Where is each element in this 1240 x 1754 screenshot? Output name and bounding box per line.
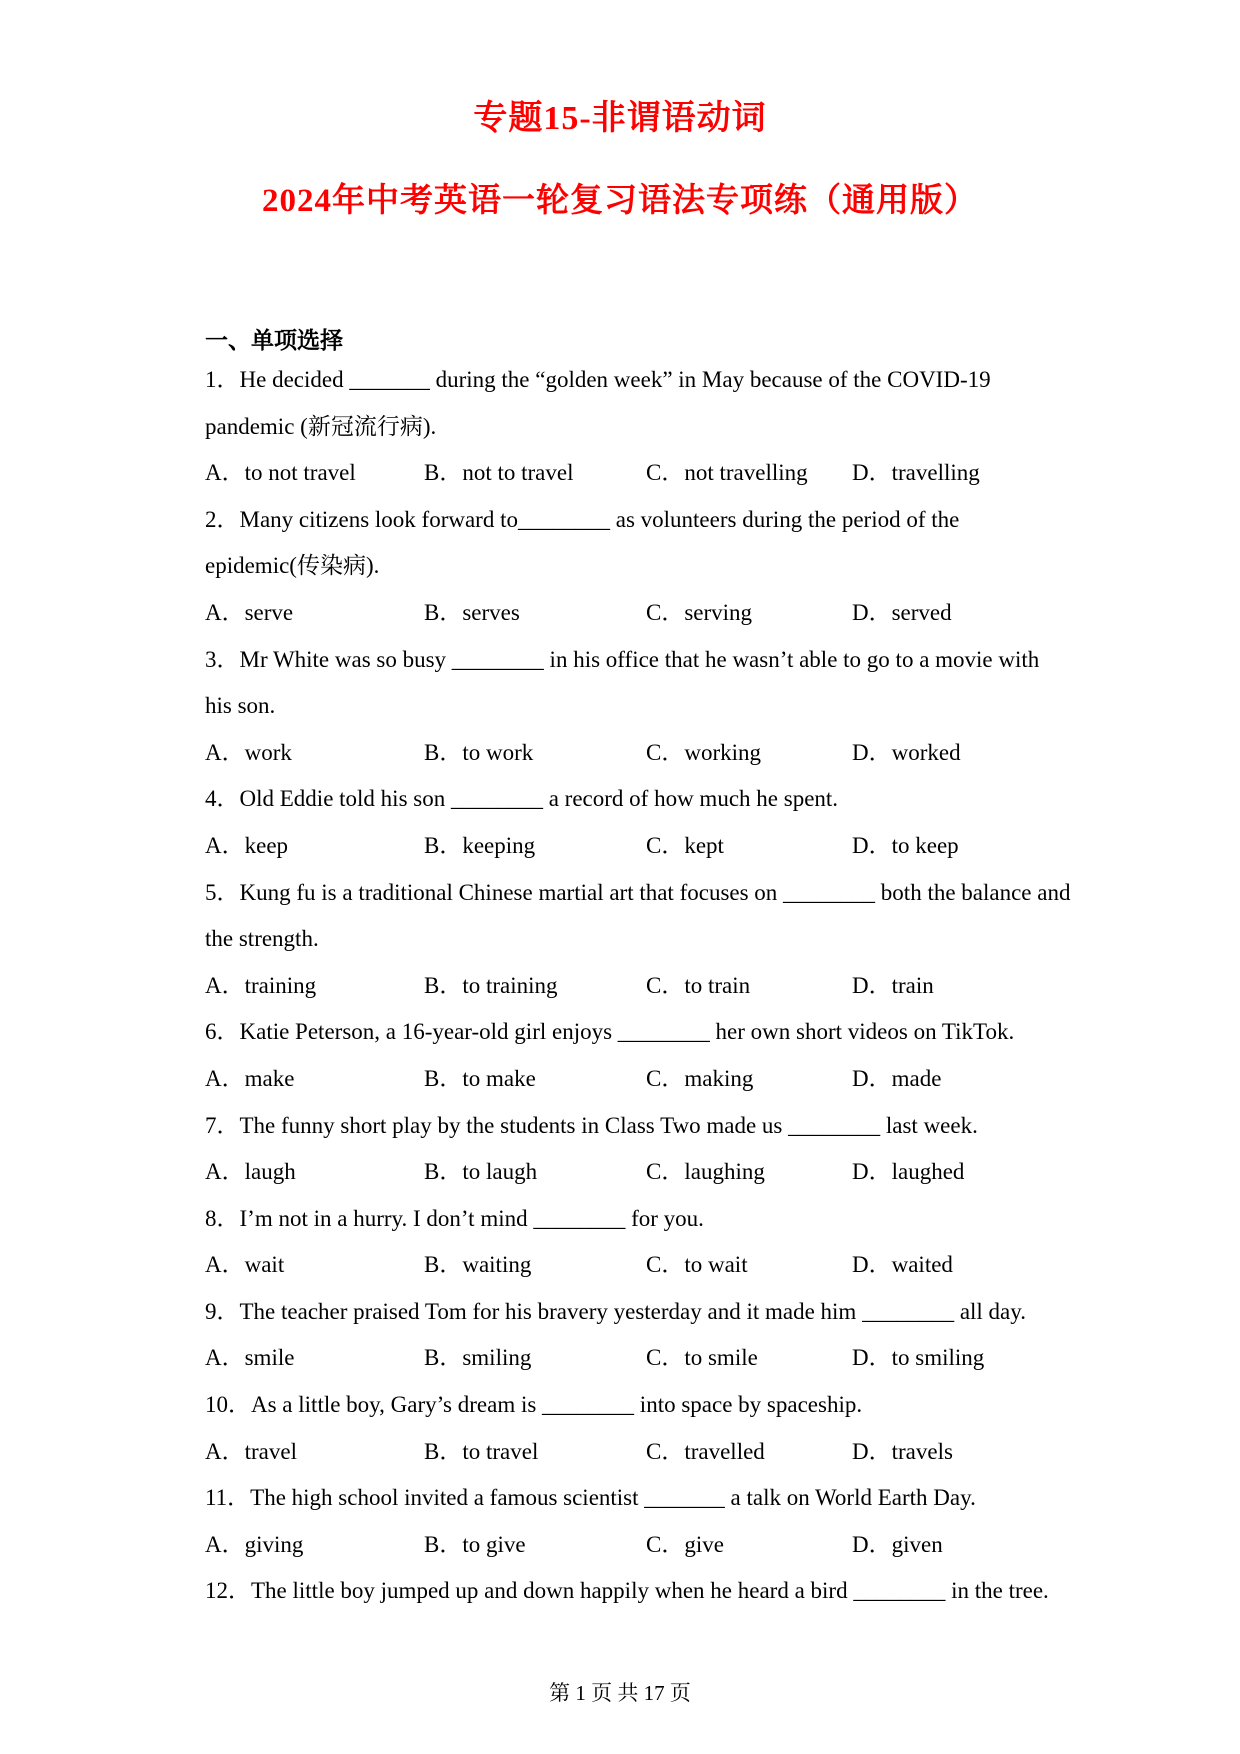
question-6-text-line: 6．Katie Peterson, a 16-year-old girl enjoys ________ her own short videos on TikTok. xyxy=(205,1019,1015,1045)
question-4-option-a: A．keep xyxy=(205,832,289,858)
question-list xyxy=(205,357,1090,1615)
question-9-options-row xyxy=(205,1335,1090,1382)
question-3-text-line: his son. xyxy=(205,693,276,719)
question-3-options-row xyxy=(205,730,1090,777)
question-3-option-d: D．worked xyxy=(852,739,961,765)
question-4-options-row xyxy=(205,823,1090,870)
question-5-text-line: 5．Kung fu is a traditional Chinese martial art that focuses on ________ both the balance and xyxy=(205,879,1071,905)
question-3-text-line: 3．Mr White was so busy ________ in his office that he wasn’t able to go to a movie with xyxy=(205,646,1040,672)
question-8-option-a: A．wait xyxy=(205,1252,285,1278)
question-1-text-line: pandemic (新冠流行病). xyxy=(205,413,437,439)
question-7-options-row xyxy=(205,1149,1090,1196)
question-11-option-c: C．give xyxy=(646,1531,724,1557)
question-6-option-b: B．to make xyxy=(424,1065,536,1091)
question-6-option-a: A．make xyxy=(205,1065,295,1091)
question-5-text-line: the strength. xyxy=(205,926,319,952)
question-6-option-d: D．made xyxy=(852,1065,942,1091)
question-10-option-a: A．travel xyxy=(205,1438,297,1464)
question-1-option-b: B．not to travel xyxy=(424,460,574,486)
question-3-option-c: C．working xyxy=(646,739,761,765)
question-6-options-row xyxy=(205,1056,1090,1103)
question-4-option-b: B．keeping xyxy=(424,832,536,858)
question-2-options-row xyxy=(205,590,1090,637)
question-2-option-b: B．serves xyxy=(424,599,520,625)
question-5-option-c: C．to train xyxy=(646,972,751,998)
question-11-text-line: 11．The high school invited a famous scientist _______ a talk on World Earth Day. xyxy=(205,1485,976,1511)
question-12-text-line: 12．The little boy jumped up and down happily when he heard a bird ________ in the tree. xyxy=(205,1578,1049,1604)
question-1-option-a: A．to not travel xyxy=(205,460,356,486)
question-4-option-d: D．to keep xyxy=(852,832,959,858)
page-title: 专题15-非谓语动词 xyxy=(473,100,767,137)
question-1-text-line: 1．He decided _______ during the “golden week” in May because of the COVID-19 xyxy=(205,367,991,392)
question-9-text-line: 9．The teacher praised Tom for his bravery yesterday and it made him ________ all day. xyxy=(205,1298,1027,1324)
section-heading: 一、单项选择 xyxy=(205,328,343,353)
question-11-option-b: B．to give xyxy=(424,1531,526,1557)
question-3-option-a: A．work xyxy=(205,739,292,765)
question-5-options-row xyxy=(205,963,1090,1010)
question-8-option-b: B．waiting xyxy=(424,1252,532,1278)
question-8-options-row xyxy=(205,1242,1090,1289)
question-1-options-row xyxy=(205,450,1090,497)
question-2-text-line: 2．Many citizens look forward to________ as volunteers during the period of the xyxy=(205,506,960,532)
question-10-options-row xyxy=(205,1429,1090,1476)
question-7-option-c: C．laughing xyxy=(646,1159,765,1185)
question-6-option-c: C．making xyxy=(646,1065,754,1091)
question-9-option-a: A．smile xyxy=(205,1345,295,1371)
question-7-option-a: A．laugh xyxy=(205,1159,296,1185)
question-9-option-d: D．to smiling xyxy=(852,1345,985,1371)
question-10-option-d: D．travels xyxy=(852,1438,953,1464)
question-11-option-a: A．giving xyxy=(205,1531,304,1557)
question-11-option-d: D．given xyxy=(852,1531,943,1557)
question-1-option-d: D．travelling xyxy=(852,460,980,486)
question-5-option-d: D．train xyxy=(852,972,934,998)
question-8-option-d: D．waited xyxy=(852,1252,953,1278)
question-9-option-b: B．smiling xyxy=(424,1345,532,1371)
question-4-option-c: C．kept xyxy=(646,832,724,858)
question-8-text-line: 8．I’m not in a hurry. I don’t mind ________ for you. xyxy=(205,1205,704,1231)
question-10-option-c: C．travelled xyxy=(646,1438,765,1464)
question-11-options-row xyxy=(205,1522,1090,1569)
question-2-text-line: epidemic(传染病). xyxy=(205,553,380,579)
question-7-option-b: B．to laugh xyxy=(424,1159,538,1185)
question-4-text-line: 4．Old Eddie told his son ________ a record of how much he spent. xyxy=(205,786,839,812)
question-5-option-a: A．training xyxy=(205,972,317,998)
question-10-option-b: B．to travel xyxy=(424,1438,539,1464)
question-7-text-line: 7．The funny short play by the students in Class Two made us ________ last week. xyxy=(205,1112,978,1138)
question-8-option-c: C．to wait xyxy=(646,1252,748,1278)
question-7-option-d: D．laughed xyxy=(852,1159,965,1185)
question-2-option-c: C．serving xyxy=(646,599,753,625)
exam-body xyxy=(205,325,1090,1615)
question-1-option-c: C．not travelling xyxy=(646,460,808,486)
question-10-text-line: 10．As a little boy, Gary’s dream is ________ into space by spaceship. xyxy=(205,1392,863,1418)
question-9-option-c: C．to smile xyxy=(646,1345,758,1371)
question-2-option-a: A．serve xyxy=(205,599,294,625)
page-footer: 第 1 页 共 17 页 xyxy=(549,1681,691,1706)
question-2-option-d: D．served xyxy=(852,599,952,625)
question-3-option-b: B．to work xyxy=(424,739,534,765)
question-5-option-b: B．to training xyxy=(424,972,558,998)
page-subtitle: 2024年中考英语一轮复习语法专项练（通用版） xyxy=(262,183,978,219)
